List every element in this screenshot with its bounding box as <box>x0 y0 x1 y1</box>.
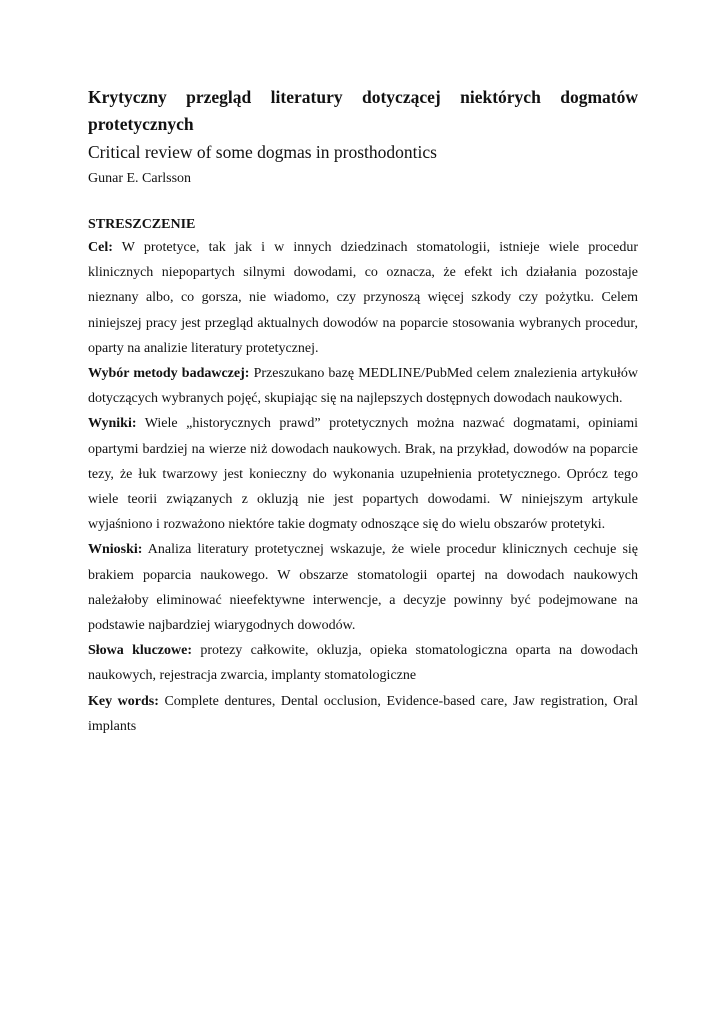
results-label: Wyniki: <box>88 416 137 432</box>
conclusions-text: Analiza literatury protetycznej wskazuje, że wiele procedur klinicznych cechuje się brakiem poparcia naukowego. W obszarze stomatologii opartej na dowodach naukowych należałoby eliminować nieefektywne interwencje, a decyzje powinny być podejmowane na podstawie najbardziej wiarygodnych dowodów. <box>88 542 638 634</box>
conclusions-label: Wnioski: <box>88 542 143 558</box>
keywords-en-text: Complete dentures, Dental occlusion, Evidence-based care, Jaw registration, Oral implants <box>88 693 639 734</box>
aim-label: Cel: <box>88 240 113 255</box>
keywords-english <box>88 689 638 739</box>
abstract-method <box>88 361 638 411</box>
author: Gunar E. Carlsson <box>88 171 192 186</box>
title-polish: Krytyczny przegląd literatury dotyczącej niektórych dogmatów protetycznych <box>88 87 638 134</box>
keywords-polish <box>88 638 638 688</box>
keywords-en-label: Key words: <box>88 693 159 709</box>
abstract-conclusions <box>88 537 638 638</box>
abstract-results <box>88 411 638 537</box>
keywords-pl-text: protezy całkowite, okluzja, opieka stomatologiczna oparta na dowodach naukowych, rejestracja zwarcia, implanty stomatologiczne <box>88 643 638 684</box>
keywords-pl-label: Słowa kluczowe: <box>88 643 192 659</box>
title-english: Critical review of some dogmas in prosthodontics <box>88 142 437 162</box>
results-text: Wiele „historycznych prawd” protetycznych można nazwać dogmatami, opiniami opartymi bardziej na wierze niż dowodach naukowych. Brak, na przykład, dowodów na poparcie tezy, że łuk twarzowy jest konieczny do wykonania uzupełnienia protetycznego. Oprócz tego wiele teorii związanych z okluzją nie jest popartych dowodami. W niniejszym artykule wyjaśniono i rozważono niektóre takie dogmaty odnoszące się do wielu obszarów protetyki. <box>88 416 638 533</box>
method-text: Przeszukano bazę MEDLINE/PubMed celem znalezienia artykułów dotyczących wybranych pojęć, skupiając się na najlepszych dostępnych dowodach naukowych. <box>88 366 639 407</box>
aim-text: W protetyce, tak jak i w innych dziedzinach stomatologii, istnieje wiele procedur klinicznych niepopartych silnymi dowodami, co oznacza, że efekt ich działania pozostaje nieznany albo, co gorsza, nie wiadomo, czy przynoszą więcej szkody czy pożytku. Celem niniejszej pracy jest przegląd aktualnych dowodów na poparcie stosowania wybranych procedur, oparty na analizie literatury protetycznej. <box>88 240 638 356</box>
paper-page <box>88 84 638 739</box>
method-label: Wybór metody badawczej: <box>88 366 250 382</box>
abstract-aim <box>88 235 638 361</box>
abstract-heading: STRESZCZENIE <box>88 217 196 232</box>
